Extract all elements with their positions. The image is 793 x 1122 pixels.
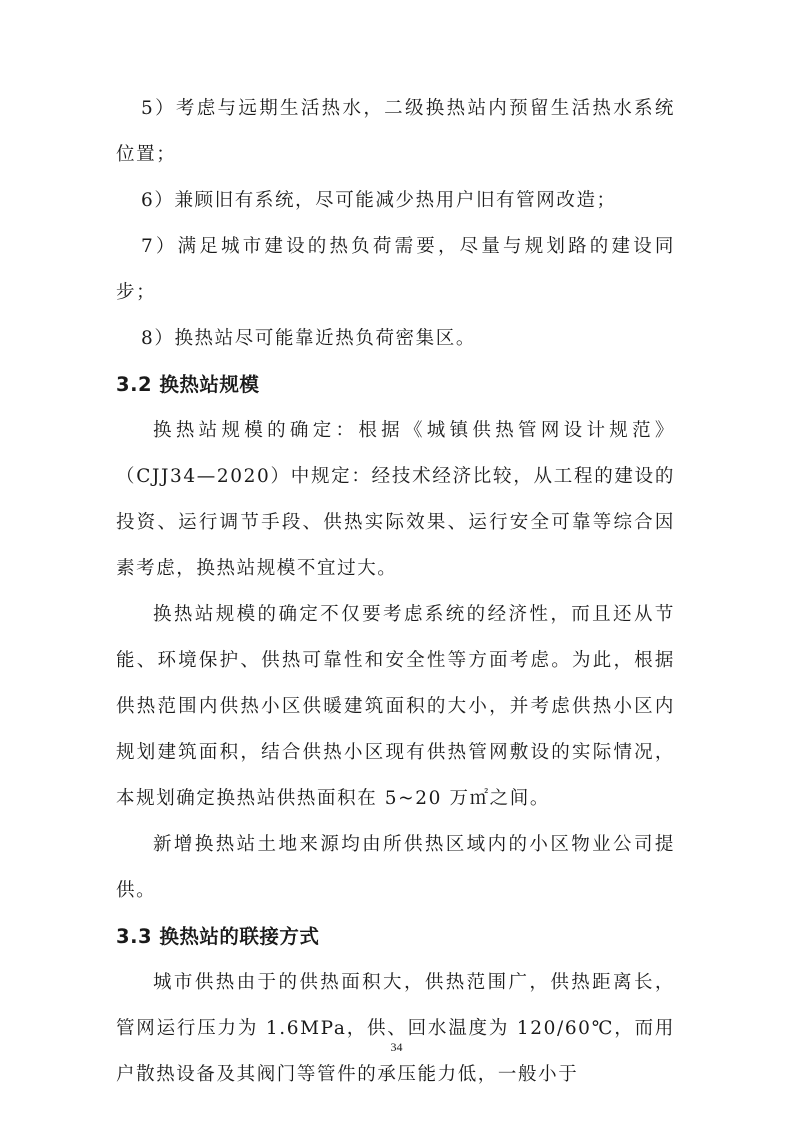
list-item: 7）满足城市建设的热负荷需要，尽量与规划路的建设同步；	[116, 236, 675, 303]
section-heading: 3.2 换热站规模	[116, 373, 260, 396]
paragraph: 新增换热站土地来源均由所供热区域内的小区物业公司提供。	[116, 834, 675, 901]
paragraph: 换热站规模的确定不仅要考虑系统的经济性，而且还从节能、环境保护、供热可靠性和安全性等方面考虑。为此，根据供热范围内供热小区供暖建筑面积的大小，并考虑供热小区内规划建筑面积，结合供热小区现有供热管网敷设的实际情况，本规划确定换热站供热面积在 5~20 万㎡之间。	[116, 604, 675, 809]
paragraph: 换热站规模的确定：根据《城镇供热管网设计规范》（CJJ34—2020）中规定：经技术经济比较，从工程的建设的投资、运行调节手段、供热实际效果、运行安全可靠等综合因素考虑，换热站规模不宜过大。	[116, 420, 675, 579]
list-item: 5）考虑与远期生活热水，二级换热站内预留生活热水系统位置；	[116, 98, 675, 165]
list-item: 6）兼顾旧有系统，尽可能减少热用户旧有管网改造；	[140, 190, 617, 211]
section-heading: 3.3 换热站的联接方式	[116, 925, 320, 948]
list-item: 8）换热站尽可能靠近热负荷密集区。	[140, 328, 476, 349]
page-number: 34	[390, 1040, 403, 1054]
paragraph: 城市供热由于的供热面积大，供热范围广，供热距离长，管网运行压力为 1.6MPa，供、回水温度为 120/60℃，而用户散热设备及其阀门等管件的承压能力低，一般小于	[116, 972, 675, 1085]
